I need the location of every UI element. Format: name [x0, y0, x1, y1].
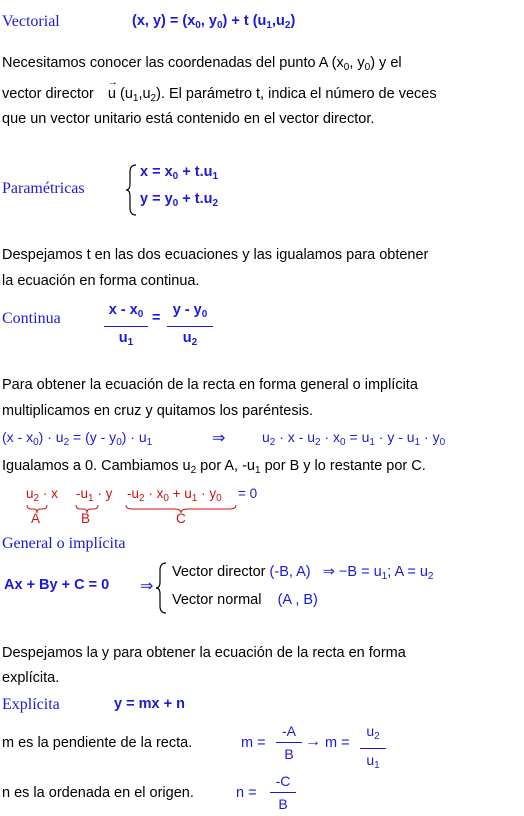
intro-line-1: Necesitamos conocer las coordenadas del punto A ($x_0$, $y_0$) y el: [2, 55, 402, 73]
pendiente-fraction-1: -A B: [276, 722, 302, 763]
parametricas-brace: [126, 164, 138, 216]
parametricas-label: Paramétricas: [2, 180, 85, 197]
parametricas-eq-1: $x = x_0 + t.u_1$: [140, 164, 219, 182]
despejamos-y-line-1: Despejamos la y para obtener la ecuación de la recta en forma: [2, 645, 406, 661]
continua-fraction-y: y - $y_0$ $u_2$: [167, 301, 213, 352]
igualamos-line: Igualamos a 0. Cambiamos $u_2$ por A, $-u_1$ por B y lo restante por C.: [2, 458, 426, 476]
ordenada-n-eq: n =: [236, 785, 257, 801]
general-intro-line-1: Para obtener la ecuación de la recta en forma general o implícita: [2, 377, 418, 393]
term-a: $u_2 \cdot x$: [26, 486, 58, 504]
despejamos-y-line-2: explícita.: [2, 670, 60, 686]
term-c: $-u_2 \cdot x_0 + u_1 \cdot y_0$: [127, 486, 222, 504]
parametricas-eq-2: $y = y_0 + t.u_2$: [140, 191, 219, 209]
vector-normal-line: Vector normal (A , B): [172, 592, 318, 608]
vector-u: u: [107, 86, 116, 102]
term-b: $-u_1 \cdot y$: [76, 486, 113, 504]
cross-multiply-left: $(x - x_0) \cdot u_2 = (y - y_0) \cdot u_1$: [2, 429, 153, 448]
continua-fraction-x: x - $x_0$ $u_1$: [104, 301, 148, 352]
pendiente-text: m es la pendiente de la recta.: [2, 735, 193, 751]
despejamos-line-1: Despejamos t en las dos ecuaciones y las igualamos para obtener: [2, 247, 429, 263]
label-a: A: [31, 511, 41, 526]
explicita-equation: y = mx + n: [114, 696, 185, 712]
general-brace: [156, 562, 168, 614]
vector-director-line: Vector director (-B, A) ⇒ $-B = u_1$; $A = u_2$: [172, 564, 434, 582]
vectorial-label: Vectorial: [2, 13, 60, 30]
general-arrow: ⇒: [140, 578, 154, 595]
pendiente-arrow: →: [305, 733, 321, 750]
vectorial-equation: (x, $y) = (x_0$, $y_0) + t$ $(u_1,u_2)$: [132, 13, 296, 31]
label-c: C: [176, 511, 186, 526]
explicita-label: Explícita: [2, 696, 60, 713]
cross-multiply-right: $u_2 \cdot x - u_2 \cdot x_0 = u_1 \cdot y - u_1 \cdot y_0$: [262, 429, 446, 448]
despejamos-line-2: la ecuación en forma continua.: [2, 273, 200, 289]
implies-arrow: ⇒: [212, 430, 226, 447]
continua-equals: =: [152, 310, 161, 326]
continua-label: Continua: [2, 310, 61, 327]
underbraces: [26, 504, 246, 516]
general-intro-line-2: multiplicamos en cruz y quitamos los paréntesis.: [2, 403, 314, 419]
intro-line-3: que un vector unitario está contenido en el vector director.: [2, 111, 375, 127]
intro-line-2: vector director → u $(u_1,u_2)$. El parámetro t, indica el número de veces: [2, 77, 437, 104]
general-label: General o implícita: [2, 535, 126, 552]
pendiente-fraction-2: $u_2$ $u_1$: [360, 722, 386, 775]
ordenada-text: n es la ordenada en el origen.: [2, 785, 194, 801]
pendiente-m-eq: m =: [241, 735, 266, 751]
equals-zero: = 0: [238, 486, 258, 501]
general-equation: Ax + By + C = 0: [4, 577, 110, 593]
label-b: B: [81, 511, 91, 526]
ordenada-fraction: -C B: [270, 772, 296, 813]
pendiente-m-eq-2: m =: [325, 735, 350, 751]
